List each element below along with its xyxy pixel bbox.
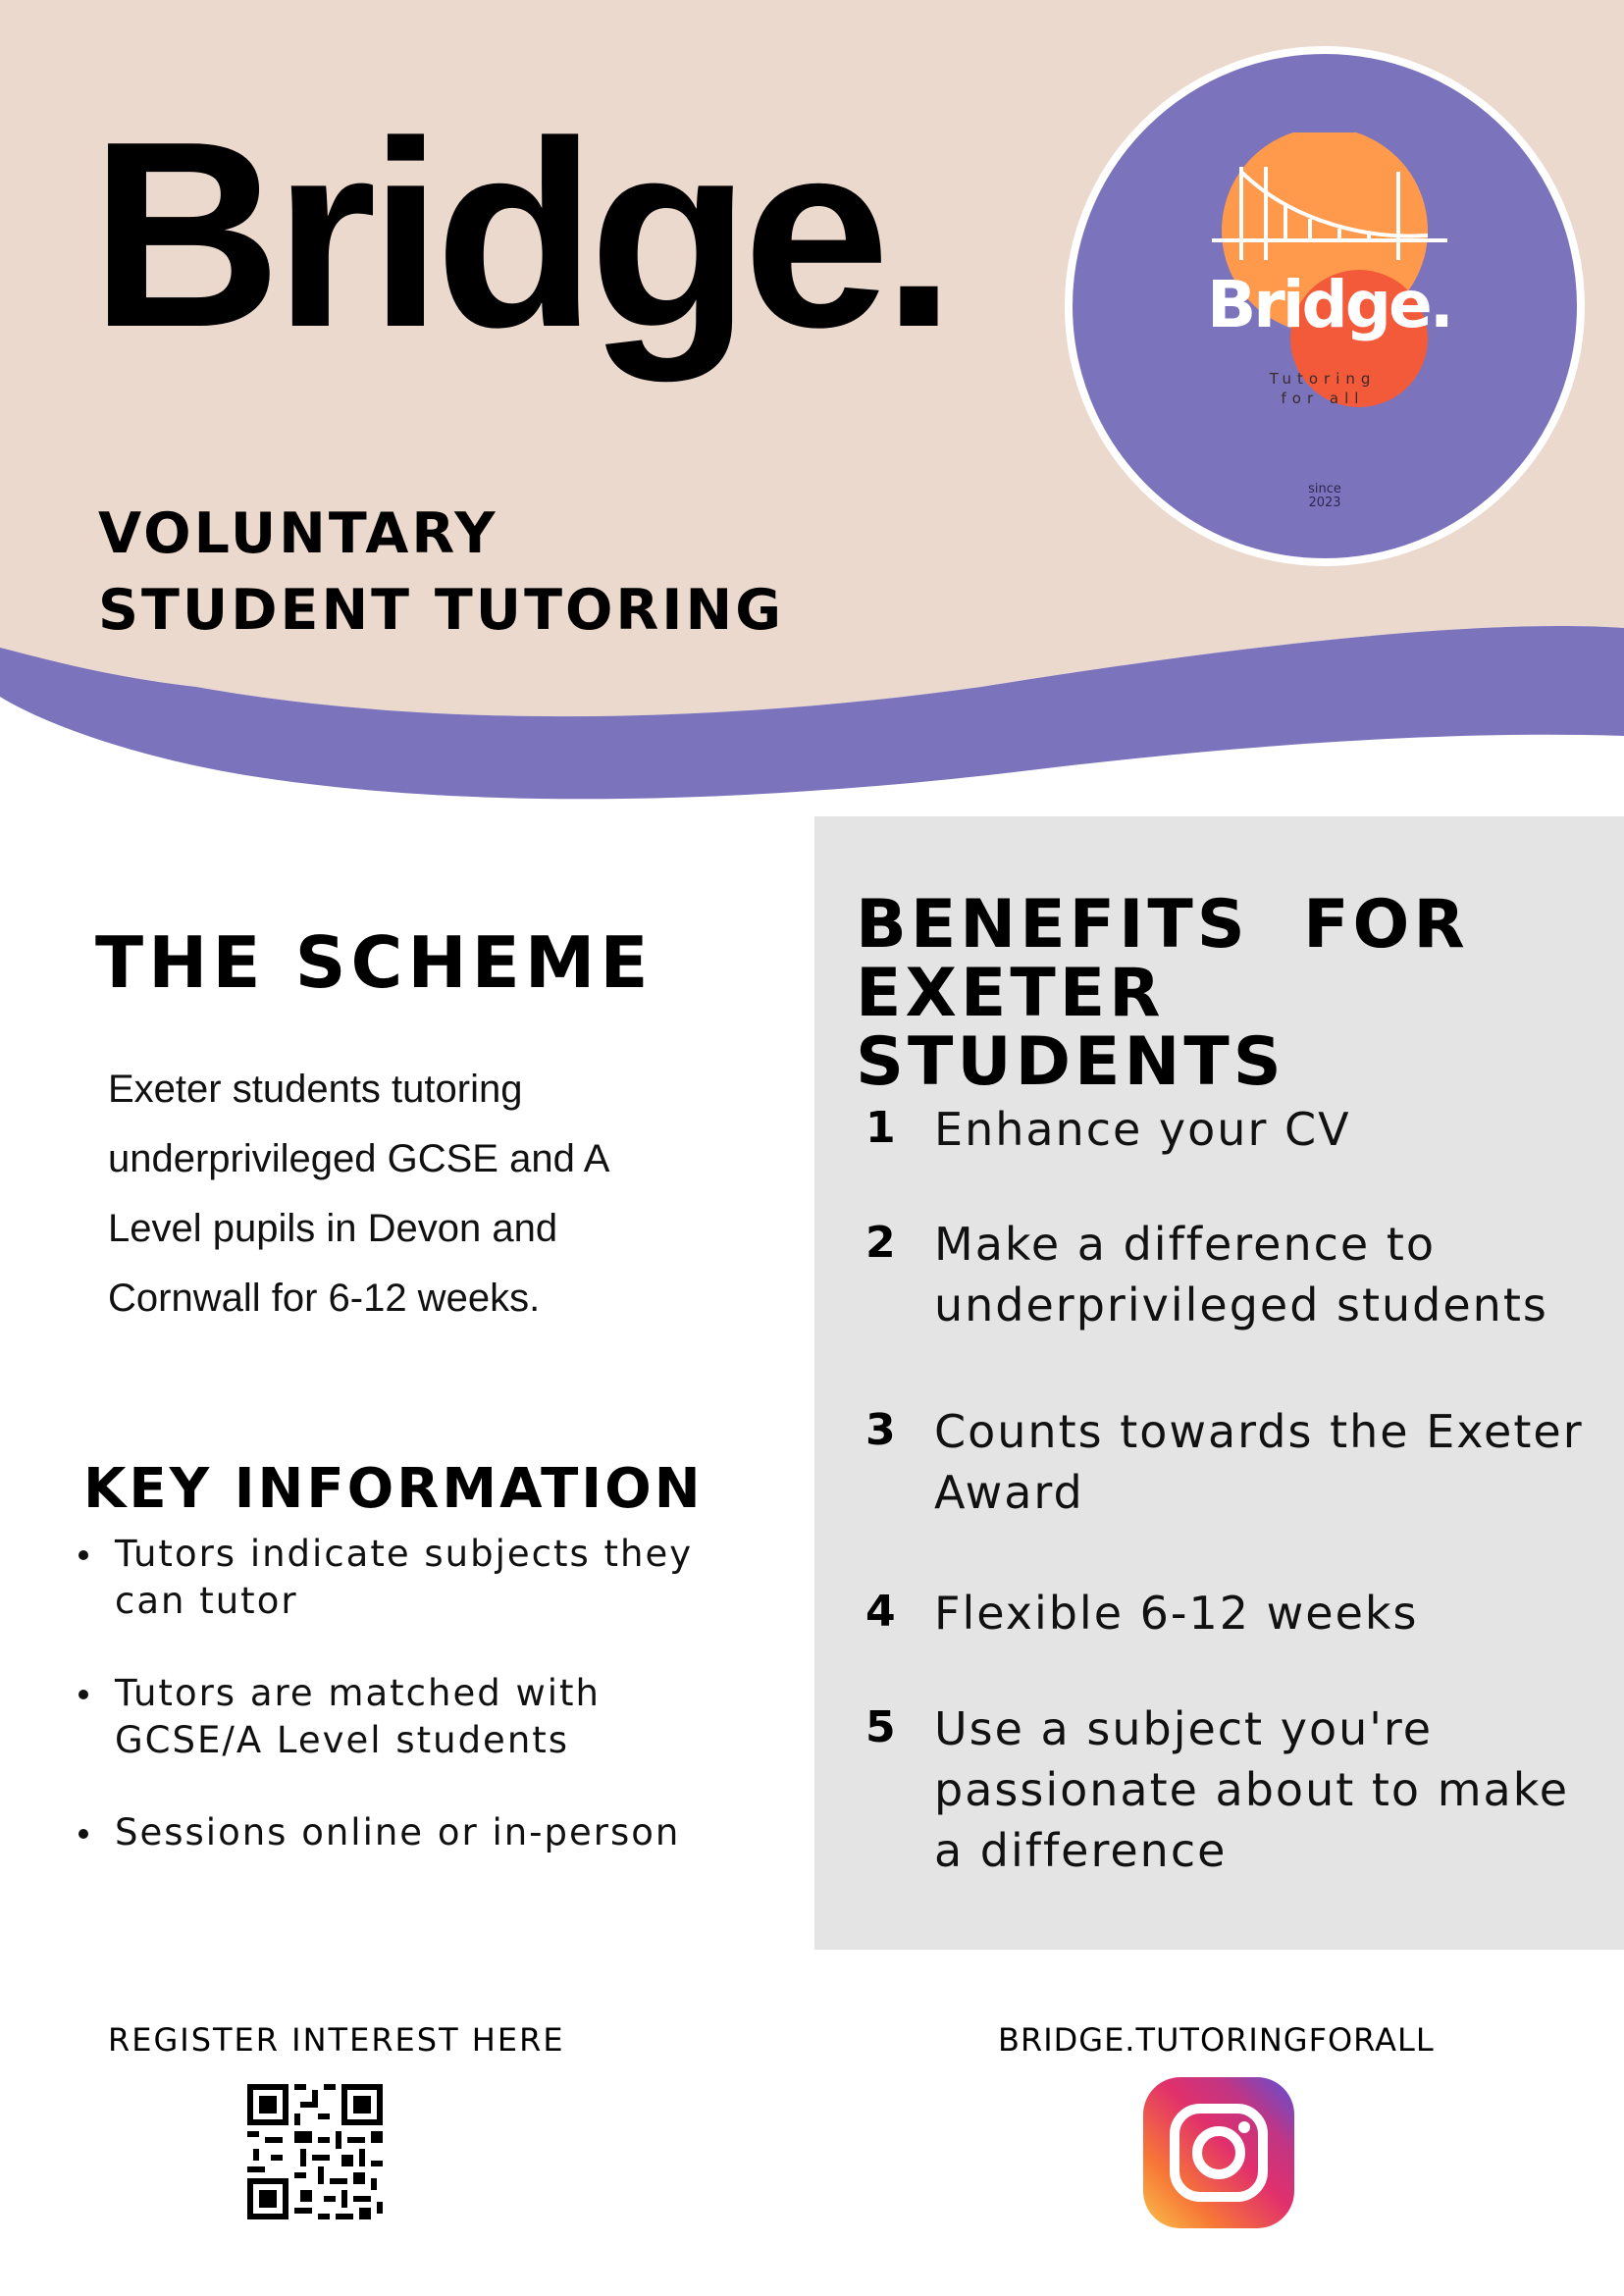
scheme-line: Level pupils in Devon and bbox=[108, 1207, 558, 1250]
list-item bbox=[79, 1670, 756, 1764]
scheme-line: Cornwall for 6-12 weeks. bbox=[108, 1277, 541, 1320]
benefits-heading bbox=[856, 886, 1601, 1101]
benefits-heading-line-1: BENEFITS FOR bbox=[856, 886, 1469, 964]
list-item-text: Sessions online or in-person bbox=[115, 1811, 681, 1853]
benefit-number: 3 bbox=[865, 1405, 896, 1455]
logo-tagline-line-1: Tutoring bbox=[1269, 370, 1377, 388]
benefit-text: Flexible 6-12 weeks bbox=[934, 1587, 1419, 1640]
bullet-icon bbox=[79, 1829, 88, 1839]
list-item bbox=[79, 1809, 756, 1856]
subtitle-line-1: VOLUNTARY bbox=[98, 501, 498, 566]
list-item-text: Tutors indicate subjects they can tutor bbox=[115, 1533, 694, 1622]
instagram-icon[interactable] bbox=[1143, 2077, 1294, 2228]
page-subtitle bbox=[98, 496, 784, 649]
scheme-line: Exeter students tutoring bbox=[108, 1068, 523, 1111]
qr-code-icon[interactable] bbox=[241, 2078, 389, 2225]
benefits-heading-line-2: EXETER STUDENTS bbox=[856, 955, 1285, 1101]
logo-since-year: 2023 bbox=[1308, 496, 1341, 510]
scheme-description bbox=[108, 1055, 697, 1333]
key-information-heading: KEY INFORMATION bbox=[83, 1457, 704, 1521]
logo-wordmark: Bridge. bbox=[1207, 267, 1451, 342]
instagram-glyph bbox=[1143, 2077, 1294, 2228]
scheme-line: underprivileged GCSE and A bbox=[108, 1137, 610, 1180]
logo-tagline-line-2: for all bbox=[1281, 390, 1365, 407]
page-title: Bridge. bbox=[90, 87, 949, 383]
key-information-list bbox=[79, 1531, 756, 1902]
benefit-number: 4 bbox=[865, 1587, 896, 1637]
bullet-icon bbox=[79, 1690, 88, 1699]
benefit-text: Make a difference to underprivileged students bbox=[934, 1218, 1548, 1331]
bullet-icon bbox=[79, 1550, 88, 1560]
benefit-number: 2 bbox=[865, 1218, 896, 1268]
logo-since-label: since bbox=[1308, 482, 1341, 496]
benefit-text: Counts towards the Exeter Award bbox=[934, 1405, 1584, 1519]
list-item bbox=[79, 1531, 756, 1625]
benefit-text: Enhance your CV bbox=[934, 1103, 1351, 1156]
benefit-text: Use a subject you're passionate about to make a difference bbox=[934, 1702, 1569, 1877]
benefit-number: 5 bbox=[865, 1702, 896, 1752]
logo-since bbox=[1295, 483, 1354, 510]
benefit-number: 1 bbox=[865, 1103, 896, 1153]
scheme-heading: THE SCHEME bbox=[95, 921, 654, 1004]
instagram-handle[interactable]: BRIDGE.TUTORINGFORALL bbox=[998, 2021, 1435, 2059]
subtitle-line-2: STUDENT TUTORING bbox=[98, 578, 784, 643]
list-item-text: Tutors are matched with GCSE/A Level students bbox=[115, 1672, 601, 1761]
logo-tagline bbox=[1264, 369, 1382, 408]
register-interest-label: REGISTER INTEREST HERE bbox=[108, 2021, 565, 2059]
